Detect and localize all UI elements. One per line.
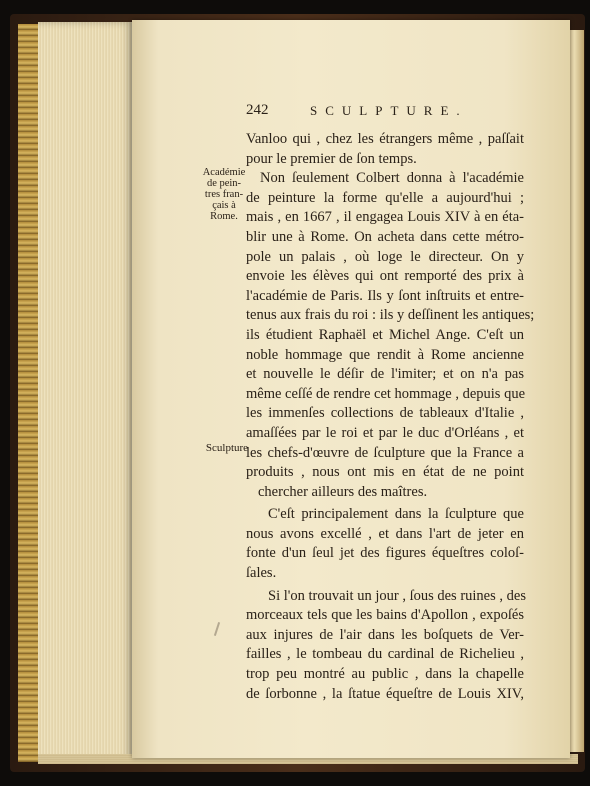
- text-line: chercher ailleurs des maîtres.: [258, 483, 428, 500]
- text-line: Vanloo qui , chez les étrangers même , paſſait: [246, 131, 524, 147]
- margin-note-line: Académie: [202, 167, 246, 178]
- text-line: les immenſes collections de tableaux d'Italie ,: [246, 405, 524, 422]
- text-line: trop peu montré au public , dans la chapelle: [246, 666, 524, 683]
- text-line: pour le premier de ſon temps.: [246, 150, 417, 167]
- text-line: ſales.: [246, 565, 277, 582]
- margin-note-sculpture: [204, 443, 250, 454]
- margin-note-academie: [198, 167, 250, 222]
- text-line: Non ſeulement Colbert donna à l'académie: [260, 170, 524, 187]
- text-line: mais , en 1667 , il engagea Louis XIV à en éta-: [246, 209, 524, 226]
- running-header: [246, 102, 546, 124]
- text-line: morceaux tels que les bains d'Apollon , expoſés: [246, 607, 524, 624]
- text-line: blir une à Rome. On acheta dans cette métro-: [246, 228, 524, 245]
- running-title: SCULPTURE.: [310, 103, 468, 118]
- body-text: [246, 130, 535, 704]
- text-line: de ſorbonne , la ſtatue équeſtre de Louis XIV,: [246, 685, 524, 702]
- text-line: aux injures de l'air dans les boſquets de Ver-: [246, 626, 524, 643]
- text-line: envoie les élèves qui ont remporté des prix à: [246, 268, 524, 285]
- text-line: l'académie de Paris. Ils y ſont inſtruits et entre-: [246, 287, 524, 304]
- text-line: produits , nous ont mis en état de ne point: [246, 464, 524, 481]
- text-line: nous avons excellé , et dans l'art de jeter en: [246, 525, 524, 542]
- page-stack: [38, 22, 134, 762]
- margin-note-line: Rome.: [210, 211, 238, 222]
- margin-note-line: çais à: [212, 200, 236, 211]
- text-line: failles , le tombeau du cardinal de Richelieu ,: [246, 646, 524, 663]
- page-number: 242: [246, 102, 269, 118]
- text-line: Si l'on trouvait un jour , ſous des ruines , des: [268, 587, 526, 604]
- margin-note-line: de pein-: [206, 178, 242, 189]
- text-line: amaſſées par le roi et par le duc d'Orléans , et: [246, 424, 524, 441]
- text-line: noble hommage que rendit à Rome ancienne: [246, 346, 524, 363]
- text-line: pole un palais , où loge le directeur. On y: [246, 248, 524, 265]
- margin-note-line: tres fran-: [204, 189, 244, 200]
- text-line: tenus aux frais du roi : ils y deſſinent les antiques;: [246, 307, 535, 324]
- margin-note-line: Sculpture: [205, 442, 249, 454]
- text-line: les chefs-d'œuvre de ſculpture que la France a: [246, 444, 524, 461]
- text-line: et nouvelle le déſir de l'imiter; et on n'a pas: [246, 366, 524, 383]
- text-line: ils étudient Raphaël et Michel Ange. C'eſt un: [246, 326, 524, 343]
- right-page-edge: [568, 30, 584, 752]
- text-line: même ceſſé de rendre cet hommage , depuis que: [246, 385, 526, 402]
- text-line: C'eſt principalement dans la ſculpture que: [268, 506, 524, 523]
- text-line: de peinture la forme qu'elle a aujourd'hui ;: [246, 189, 524, 206]
- text-line: fonte d'un ſeul jet des figures équeſtres coloſ-: [246, 545, 524, 562]
